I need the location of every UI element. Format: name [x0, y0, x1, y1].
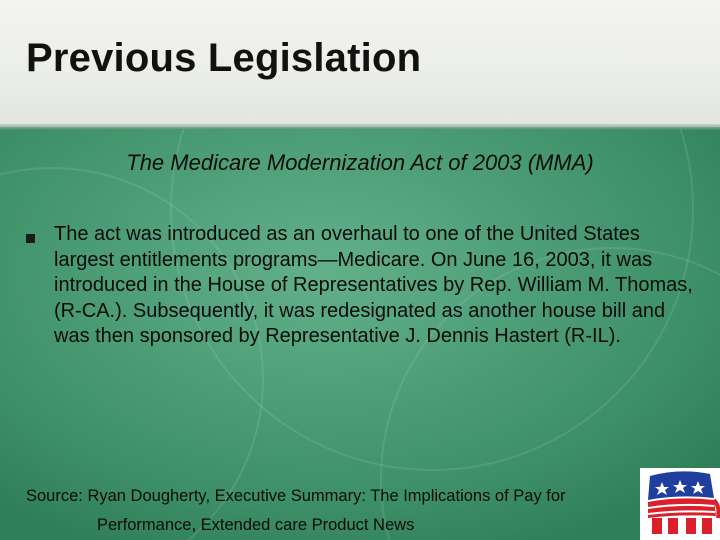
source-citation-line1: Source: Ryan Dougherty, Executive Summary: The Implications of Pay for	[26, 487, 566, 505]
title-band	[0, 0, 720, 127]
title-divider	[0, 124, 720, 130]
bullet-text: The act was introduced as an overhaul to one of the United States largest entitlements programs—Medicare. On June 16, 2003, it was introduced in the House of Representatives by Rep. William M. Thomas, (R-CA.). Subsequently, it was redesignated as another house bill and was then sponsored by Representative J. Dennis Hastert (R-IL).	[54, 223, 693, 347]
slide-subtitle: The Medicare Modernization Act of 2003 (MMA)	[126, 150, 594, 175]
source-citation-line2: Performance, Extended care Product News	[97, 516, 415, 534]
republican-elephant-icon	[640, 468, 720, 540]
slide-title: Previous Legislation	[26, 36, 422, 80]
square-bullet-icon	[26, 234, 35, 243]
